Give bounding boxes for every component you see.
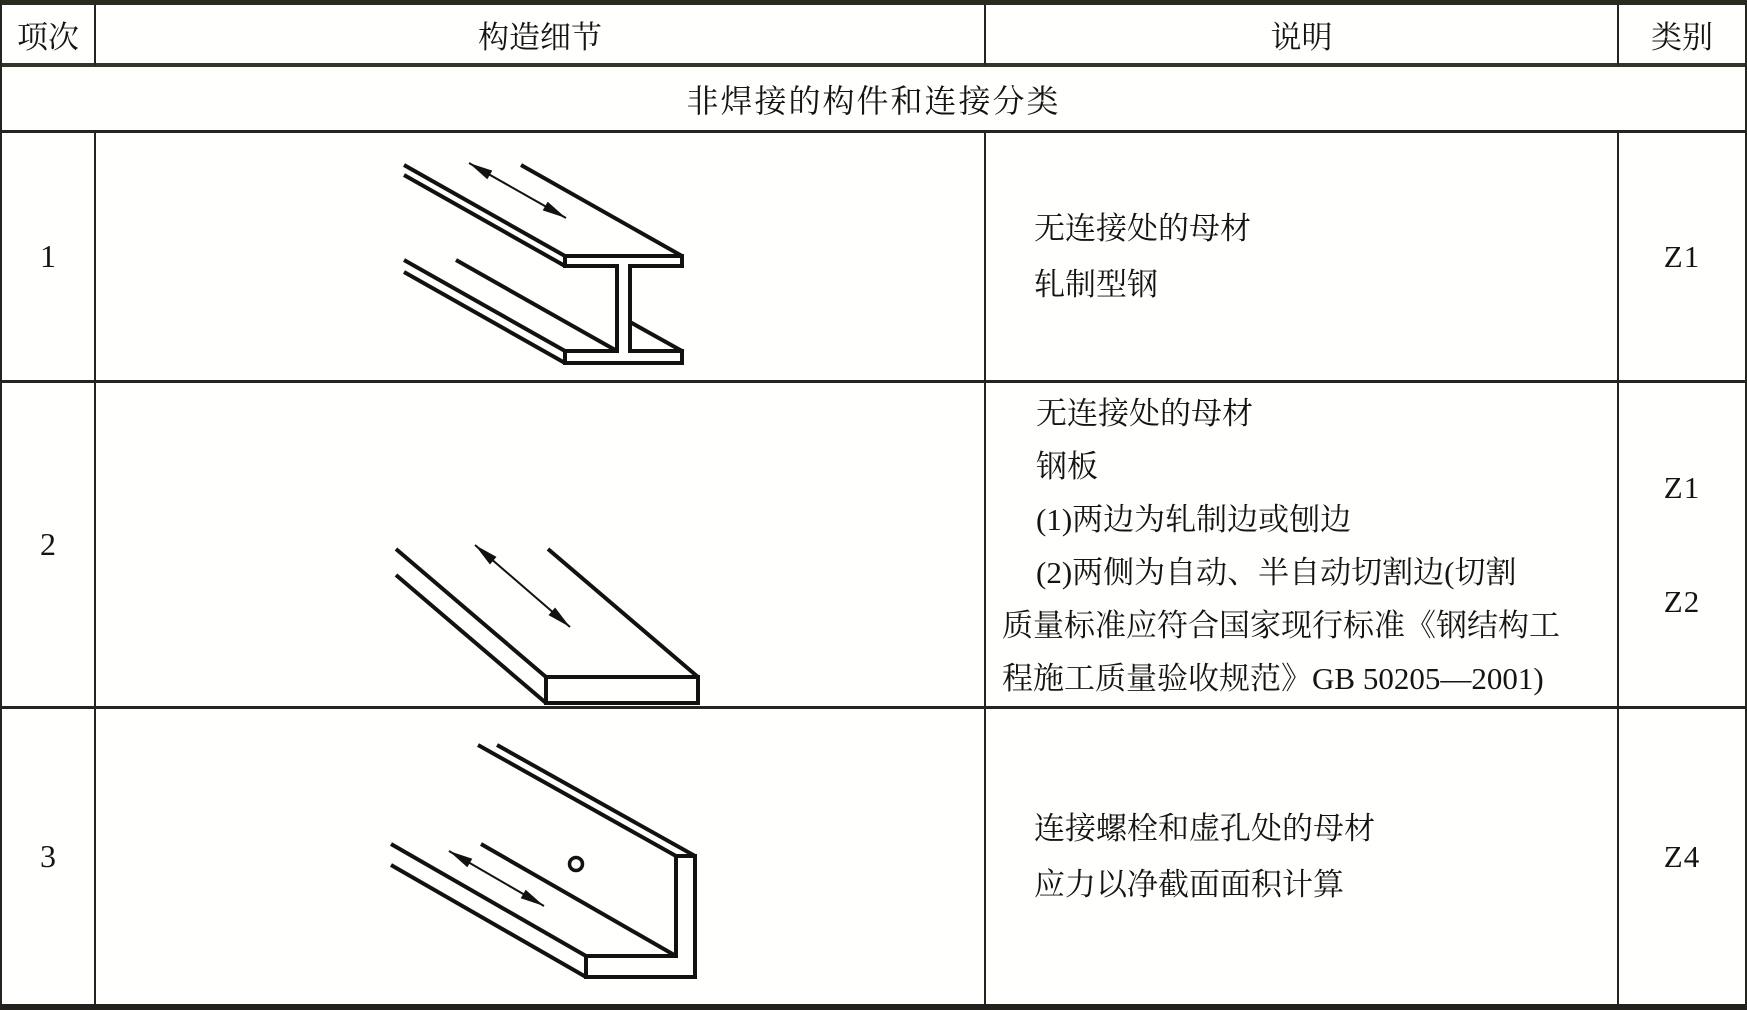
description-line: (2)两侧为自动、半自动切割边(切割 [1036, 555, 1517, 590]
row2-category [1619, 383, 1745, 709]
description-line: 程施工质量验收规范》GB 50205—2001) [1002, 661, 1544, 696]
header-category-label: 类别 [1651, 19, 1713, 55]
bolt-hole-icon [570, 858, 583, 871]
description-line: 应力以净截面面积计算 [1034, 866, 1344, 902]
description-line: 连接螺栓和虚孔处的母材 [1034, 810, 1375, 846]
i-beam-isometric-drawing [96, 133, 984, 380]
description-line: 质量标准应符合国家现行标准《钢结构工 [1002, 608, 1560, 643]
description-line: 轧制型钢 [1034, 266, 1158, 302]
row2-description [986, 383, 1619, 709]
item-number-text: 1 [40, 238, 56, 274]
section-title-row [2, 67, 1745, 133]
steel-plate-isometric-drawing [96, 383, 984, 706]
row3-category [1619, 709, 1745, 1004]
category-code: Z1 [1663, 238, 1701, 274]
row1-description [986, 133, 1619, 383]
row3-drawing-cell [96, 709, 986, 1004]
header-description-col [986, 5, 1619, 67]
category-code: Z1 [1663, 469, 1701, 505]
row3-description [986, 709, 1619, 1004]
item-number-text: 2 [40, 526, 56, 562]
category-code: Z4 [1663, 838, 1701, 874]
description-line: 无连接处的母材 [1034, 210, 1251, 246]
category-code: Z2 [1663, 583, 1701, 619]
angle-steel-isometric-drawing [96, 709, 984, 1001]
row1-category [1619, 133, 1745, 383]
header-item-label: 项次 [17, 19, 79, 55]
item-number-text: 3 [40, 838, 56, 874]
stress-direction-arrow-icon [449, 851, 544, 906]
header-detail-col [96, 5, 986, 67]
description-line: 无连接处的母材 [1036, 396, 1253, 431]
row3-item-number [2, 709, 96, 1004]
description-line: (1)两边为轧制边或刨边 [1036, 502, 1352, 537]
row1-item-number [2, 133, 96, 383]
header-item-col [2, 5, 96, 67]
row1-drawing-cell [96, 133, 986, 383]
header-description-label: 说明 [1270, 19, 1333, 55]
row2-item-number [2, 383, 96, 709]
header-detail-label: 构造细节 [478, 19, 602, 55]
section-title: 非焊接的构件和连接分类 [686, 82, 1061, 119]
description-line: 钢板 [1036, 449, 1098, 484]
header-category-col [1619, 5, 1745, 67]
row2-drawing-cell [96, 383, 986, 709]
